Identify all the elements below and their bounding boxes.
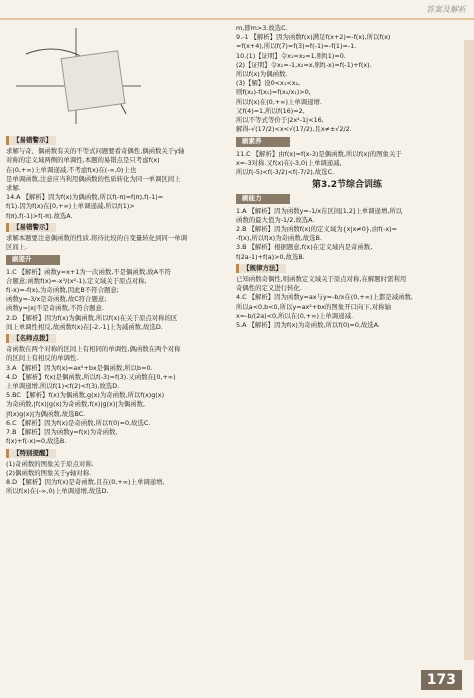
left-line: 间上单调性相反,故函数f(x)在[-2,-1]上为减函数,故选D. xyxy=(6,322,163,331)
left-line: 求解. xyxy=(6,184,21,193)
left-line: 【易错警示】 xyxy=(6,223,56,232)
left-line: (1)奇函数的图象关于原点对称. xyxy=(6,459,94,468)
right-line: m,即m>3.故选C. xyxy=(236,24,288,32)
left-line: 对称的定义域两侧的单调性,本题的易错点是只考虑f(x) xyxy=(6,156,160,165)
right-line: 则f(x₂)-f(x₁)=f(x₂/x₁)>0, xyxy=(236,88,311,97)
right-line: 又f(4)=1,所以f(16)=2, xyxy=(236,106,305,115)
left-line: 所以f(x)在(-∞,0)上单调递增,故选D. xyxy=(6,487,109,496)
left-line: (2)偶函数的图象关于y轴对称. xyxy=(6,468,92,477)
right-line: 奇偶性的定义进行转化. xyxy=(236,284,302,293)
left-line: 在(0,+∞)上单调递减,不考虑f(x)在(-∞,0)上也 xyxy=(6,165,137,174)
left-line: 2.D 【解析】因为f(x)为偶函数,所以f(x)在关于原点对称的区 xyxy=(6,313,178,322)
left-line: 【特别提醒】 xyxy=(6,449,56,458)
left-line: 求解本题要注意偶函数的性质,将待比较的自变量转化到同一单调 xyxy=(6,234,187,243)
left-line: 刷提升 xyxy=(6,255,60,264)
right-line: 刷素养 xyxy=(236,137,290,146)
right-line: 【规律方法】 xyxy=(236,264,286,273)
left-line: 区间上. xyxy=(6,243,28,252)
right-line: 3.B 【解析】根据题意,f(x)在定义域内是奇函数, xyxy=(236,243,373,252)
left-line: 8.D 【解析】因为f(x)是奇函数,且在(0,+∞)上单调递增, xyxy=(6,478,165,487)
left-line: 14.A 【解析】因为f(x)为偶函数,所以f(-π)=f(π),f(-1)= xyxy=(6,193,164,202)
right-line: 所以a<0,b<0,所以y=ax²+bx的图象开口向下,对称轴 xyxy=(236,302,391,311)
left-line: 的区间上有相反的单调性. xyxy=(6,354,79,363)
left-line: 3.A 【解析】因为f(x)=ax²+bx是偶函数,所以b=0. xyxy=(6,363,153,372)
right-line: f(2a-1)+f(a)>0,故选B. xyxy=(236,252,305,261)
watermark-stamp xyxy=(61,50,126,112)
left-line: 是单调函数,注意应当利用偶函数的性质转化为同一单调区间上 xyxy=(6,174,181,183)
right-line: =f(x+4),所以f(7)=f(3)=f(-1)=-f(1)=-1. xyxy=(236,42,357,51)
right-line: (2)【证明】令x₁=-1,x₂=x,则f(-x)=f(-1)+f(x). xyxy=(236,60,372,69)
left-line: 为奇函数,|f(x)|g(x)为奇函数,f(x)|g(x)|为偶函数, xyxy=(6,400,146,409)
right-line: 所以f(x)为偶函数. xyxy=(236,70,288,79)
left-column xyxy=(6,24,228,497)
left-line: 函数y=|x|不是奇函数,不符合题意. xyxy=(6,304,104,313)
left-line: f(π),f(-1)>f(-π).故选A. xyxy=(6,211,73,220)
right-line: -f(x),所以f(x)为奇函数,故选B. xyxy=(236,234,322,243)
page-header: 答案及解析 xyxy=(426,5,466,14)
left-line: 6.C 【解析】因为f(x)是奇函数,所以f(0)=0,故选C. xyxy=(6,418,151,427)
right-line: 2.B 【解析】因为函数f(x)的定义域为{x|x≠0},由f(-x)= xyxy=(236,225,397,234)
right-line: 4.C 【解析】因为函数y=ax与y=-b/x在(0,+∞)上都是减函数, xyxy=(236,293,413,302)
right-line: 5.A 【解析】因为f(x)为奇函数,所以f(0)=0,故选A. xyxy=(236,321,381,330)
right-line: 1.A 【解析】因为函数y=-1/x在区间[1,2]上单调递增,所以 xyxy=(236,206,403,215)
right-line: 所以不等式等价于|2x²-1|<16, xyxy=(236,116,324,125)
left-line: 4.D 【解析】f(x)是偶函数,所以f(-3)=f(3).又函数在[0,+∞) xyxy=(6,372,176,381)
left-line: 合题意;函数f(x)=-x³/(x²-1),定义域关于原点对称, xyxy=(6,276,147,285)
left-line: 1.C 【解析】函数y=x+1为一次函数,不是偶函数,故A不符 xyxy=(6,267,171,276)
right-line: x=-3对称.又f(x)在(-3,0)上单调递减, xyxy=(236,158,342,167)
left-line: f(x)+f(-x)=0,故选B. xyxy=(6,437,67,446)
right-line: 9.-1 【解析】因为函数f(x)满足f(x+2)=-f(x),所以f(x) xyxy=(236,33,391,42)
left-line: 奇函数在两个对称的区间上有相同的单调性,偶函数在两个对称 xyxy=(6,345,181,354)
right-line: 已知函数奇偶性,则函数定义域关于原点对称,在解题时需利用 xyxy=(236,275,407,284)
right-line: (3)【解】设0<x₁<x₂, xyxy=(236,79,301,88)
left-line: f(-x)=-f(x),为奇函数,因此B不符合题意; xyxy=(6,286,119,295)
right-column xyxy=(236,24,458,330)
left-line: 函数y=-3/x是奇函数,故C符合题意; xyxy=(6,295,107,304)
left-line: 求解与奇、偶函数有关的不等式问题要看奇偶性,偶函数关于y轴 xyxy=(6,147,185,156)
left-text-lines xyxy=(6,134,228,497)
right-line: 解得-√(17/2)<x<√(17/2),且x≠±√2/2. xyxy=(236,125,352,134)
header-divider xyxy=(0,18,474,20)
left-line: 【名师点拨】 xyxy=(6,334,56,343)
left-line: 7.B 【解析】因为函数y=f(x)为奇函数, xyxy=(6,428,118,437)
page-number: 173 xyxy=(421,670,462,690)
left-line: 【易错警示】 xyxy=(6,136,56,145)
right-line: x=-b/(2a)<0,所以在(0,+∞)上单调递减. xyxy=(236,311,353,320)
left-line: 5.BC 【解析】f(x)为偶函数,g(x)为奇函数,所以f(x)g(x) xyxy=(6,391,165,400)
right-line: 所以f(-5)<f(-3/2)<f(-7/2),故选C. xyxy=(236,168,335,177)
right-line: 10.(1)【证明】令x₁=x₂=1,则f(1)=0. xyxy=(236,51,346,60)
right-line: 11.C 【解析】由f(x)=f(x-3)是偶函数,所以f(x)的图象关于 xyxy=(236,149,402,158)
side-tab xyxy=(464,40,474,660)
right-text-lines xyxy=(236,24,458,330)
left-line: |f(x)g(x)|为偶函数,故选BC. xyxy=(6,409,86,418)
right-line: 第3.2节综合训练 xyxy=(312,180,382,191)
function-graph-figure xyxy=(6,24,228,130)
right-line: 刷能力 xyxy=(236,194,290,203)
left-line: 上单调递增,所以f(1)<f(2)<f(3),故选D. xyxy=(6,382,120,391)
right-line: 函数的最大值为-1/2,故选A. xyxy=(236,215,315,224)
right-line: 所以f(x)在(0,+∞)上单调递增. xyxy=(236,97,322,106)
left-line: f(1).因为f(x)在[0,+∞)上单调递减,所以f(1)> xyxy=(6,202,135,211)
